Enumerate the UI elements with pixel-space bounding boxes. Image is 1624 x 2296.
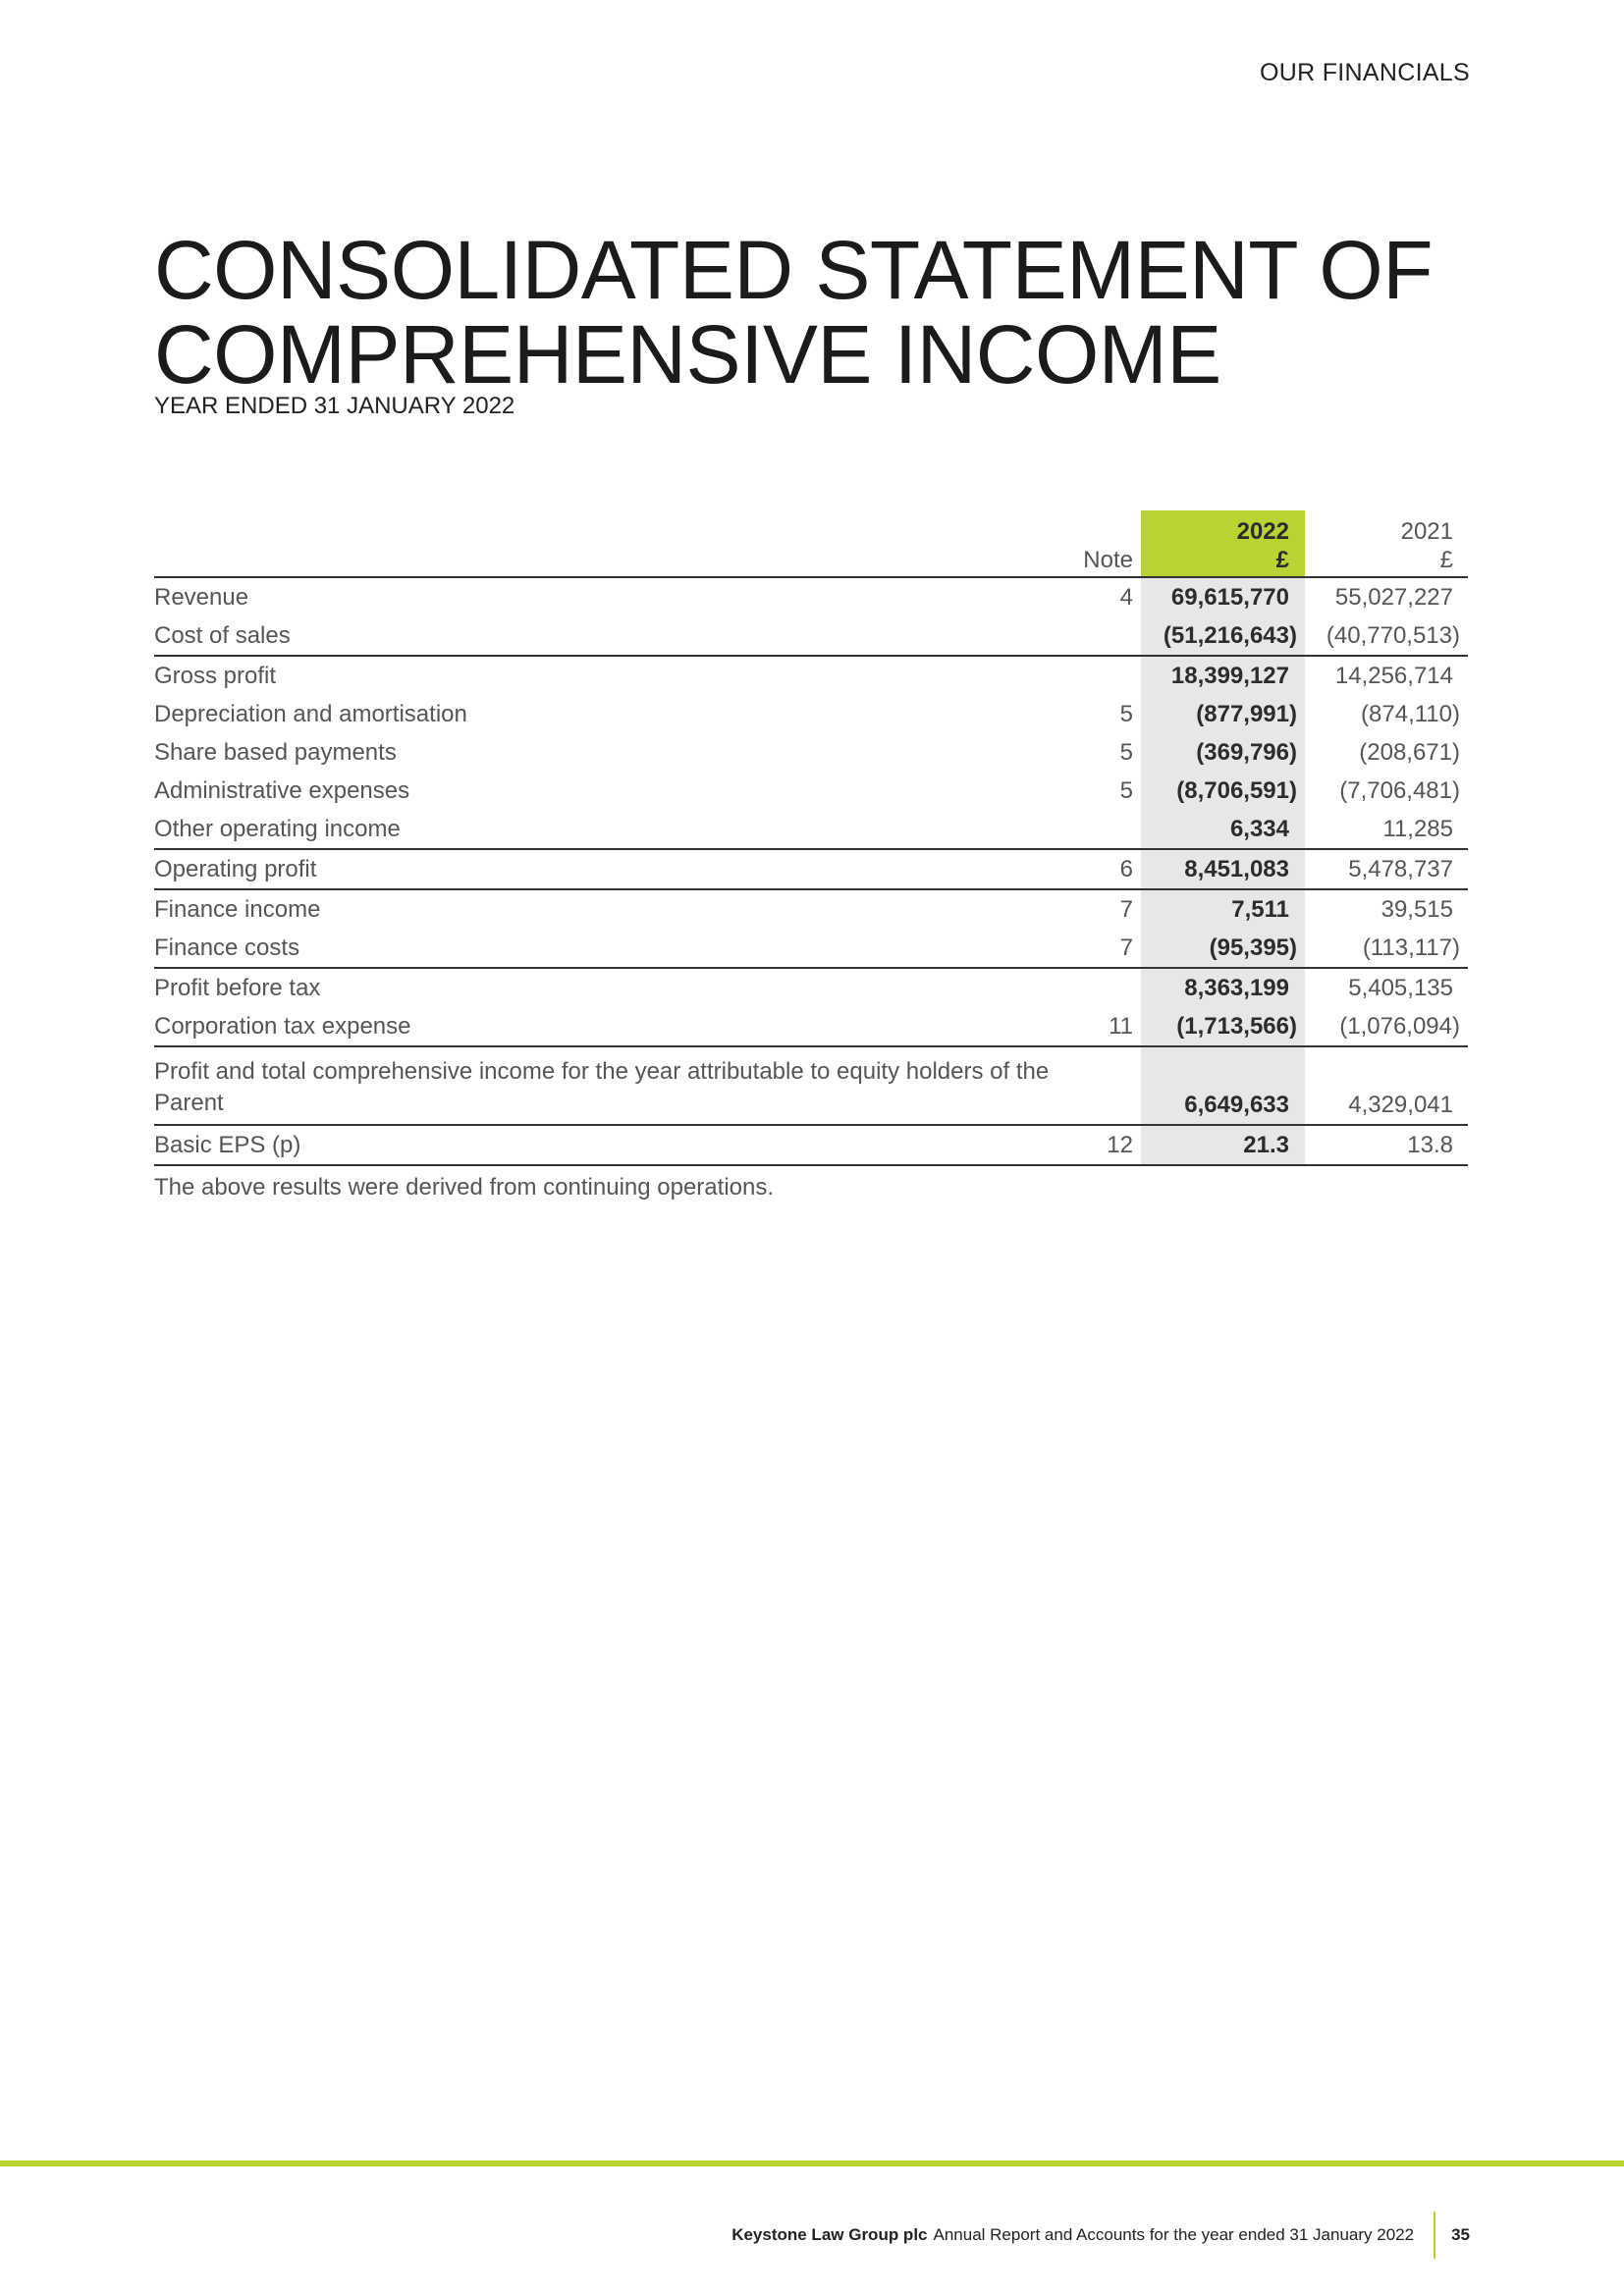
row-note: 7 — [1119, 934, 1133, 961]
row-label: Basic EPS (p) — [154, 1125, 1066, 1165]
row-label: Other operating income — [154, 815, 401, 842]
page-title-line-1: CONSOLIDATED STATEMENT OF — [154, 224, 1434, 316]
table-row — [154, 733, 1468, 772]
row-value-2021: 55,027,227 — [1305, 577, 1468, 616]
row-value-2021: (208,671) — [1359, 738, 1460, 766]
row-value-2022: 6,649,633 — [1141, 1046, 1305, 1125]
row-value-2021: (874,110) — [1361, 700, 1460, 727]
row-value-2021: 14,256,714 — [1305, 656, 1468, 695]
row-note: 11 — [1109, 1012, 1133, 1040]
table-header-row — [154, 510, 1468, 577]
header-2021-unit: £ — [1439, 547, 1453, 573]
page-title-line-2: COMPREHENSIVE INCOME — [154, 308, 1221, 400]
row-value-2021: 5,478,737 — [1305, 849, 1468, 889]
table-row — [154, 577, 1468, 616]
row-note — [1066, 616, 1141, 656]
row-note — [1066, 1046, 1141, 1125]
header-2022-unit: £ — [1275, 547, 1289, 573]
income-statement-table — [154, 510, 1468, 1166]
table-row — [154, 968, 1468, 1007]
row-value-2022: (369,796) — [1141, 733, 1305, 772]
page-footer — [731, 2212, 1470, 2259]
row-label: Profit and total comprehensive income for the year attributable to equity holders of the Parent — [154, 1046, 1066, 1125]
row-value-2022: 7,511 — [1141, 889, 1305, 929]
row-value-2021: (40,770,513) — [1326, 621, 1460, 649]
table-row — [154, 1046, 1468, 1125]
row-value-2021: 11,285 — [1382, 815, 1453, 842]
row-value-2022: (1,713,566) — [1141, 1007, 1305, 1046]
row-note — [1066, 968, 1141, 1007]
row-value-2022: (95,395) — [1141, 929, 1305, 968]
table-row — [154, 656, 1468, 695]
row-value-2022: 18,399,127 — [1141, 656, 1305, 695]
row-value-2021: (113,117) — [1362, 934, 1460, 961]
row-label: Depreciation and amortisation — [154, 700, 467, 727]
table-row — [154, 1125, 1468, 1165]
row-label: Profit before tax — [154, 968, 1066, 1007]
page-title — [154, 224, 1470, 400]
row-note — [1066, 810, 1141, 849]
row-note: 4 — [1066, 577, 1141, 616]
footnote: The above results were derived from continuing operations. — [154, 1174, 775, 1201]
row-label: Revenue — [154, 577, 1066, 616]
header-2022-year: 2022 — [1236, 518, 1289, 545]
row-label: Gross profit — [154, 656, 1066, 695]
row-value-2021: (7,706,481) — [1339, 776, 1460, 804]
header-note: Note — [1083, 547, 1133, 573]
row-note: 5 — [1119, 776, 1133, 804]
row-note — [1066, 656, 1141, 695]
footer-divider — [1434, 2212, 1435, 2259]
row-value-2022: (51,216,643) — [1141, 616, 1305, 656]
table-row — [154, 616, 1468, 656]
section-label: OUR FINANCIALS — [1260, 59, 1470, 86]
row-label: Operating profit — [154, 849, 1066, 889]
row-label: Corporation tax expense — [154, 1012, 411, 1040]
row-value-2021: (1,076,094) — [1339, 1012, 1460, 1040]
row-label: Administrative expenses — [154, 776, 410, 804]
footer-description: Annual Report and Accounts for the year ended 31 January 2022 — [933, 2225, 1415, 2244]
header-2022 — [1141, 510, 1305, 577]
page-number: 35 — [1451, 2225, 1470, 2244]
header-2021-year: 2021 — [1400, 518, 1453, 545]
row-value-2022: 69,615,770 — [1141, 577, 1305, 616]
row-label: Finance costs — [154, 934, 300, 961]
table-row — [154, 1007, 1468, 1046]
row-note: 7 — [1066, 889, 1141, 929]
header-2021 — [1305, 510, 1468, 577]
table-row — [154, 772, 1468, 810]
row-value-2022: 8,451,083 — [1141, 849, 1305, 889]
row-value-2021: 4,329,041 — [1305, 1046, 1468, 1125]
table-row — [154, 810, 1468, 849]
footer-company: Keystone Law Group plc — [731, 2225, 928, 2244]
row-value-2021: 39,515 — [1305, 889, 1468, 929]
row-value-2022: (877,991) — [1141, 695, 1305, 733]
header-label-cell — [154, 510, 1066, 577]
table-row — [154, 889, 1468, 929]
row-label: Finance income — [154, 889, 1066, 929]
row-note: 5 — [1119, 738, 1133, 766]
page-subtitle: YEAR ENDED 31 JANUARY 2022 — [154, 393, 515, 419]
row-note: 12 — [1066, 1125, 1141, 1165]
table-row — [154, 849, 1468, 889]
row-note: 6 — [1066, 849, 1141, 889]
row-value-2022: 8,363,199 — [1141, 968, 1305, 1007]
table-row — [154, 695, 1468, 733]
row-value-2022: 6,334 — [1141, 810, 1305, 849]
row-value-2022: (8,706,591) — [1141, 772, 1305, 810]
row-label: Cost of sales — [154, 621, 291, 649]
table-row — [154, 929, 1468, 968]
row-value-2022: 21.3 — [1141, 1125, 1305, 1165]
row-value-2021: 5,405,135 — [1305, 968, 1468, 1007]
footer-rule — [0, 2161, 1624, 2166]
row-value-2021: 13.8 — [1305, 1125, 1468, 1165]
row-label: Share based payments — [154, 738, 397, 766]
row-note: 5 — [1119, 700, 1133, 727]
